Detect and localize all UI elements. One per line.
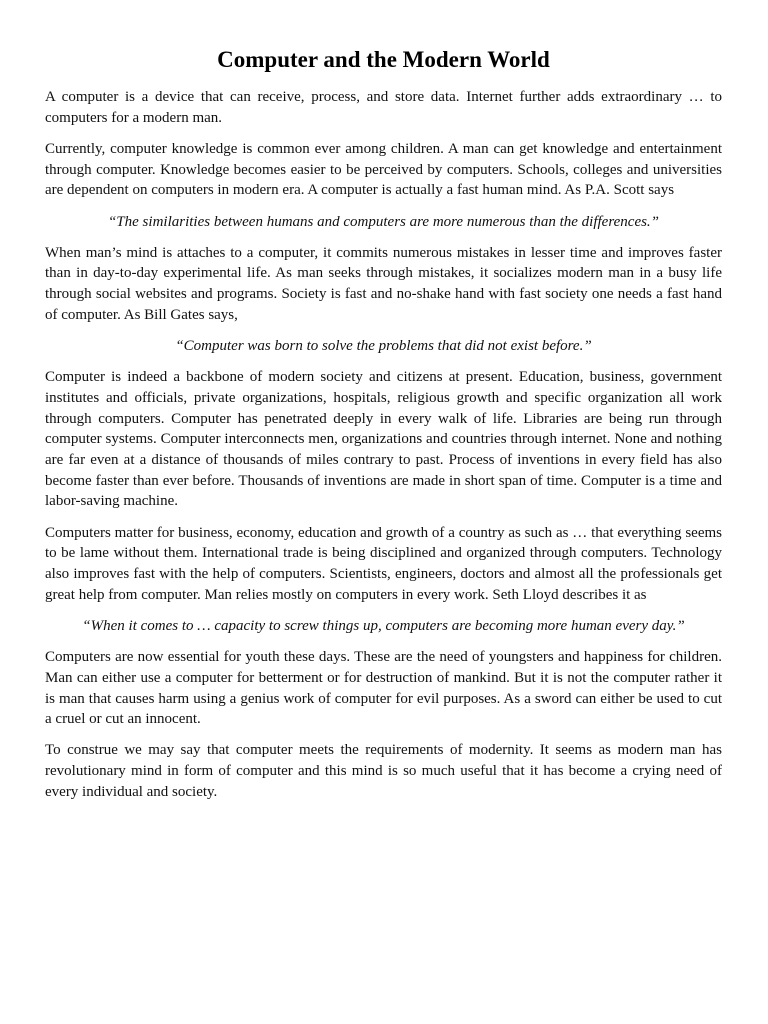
document-title: Computer and the Modern World xyxy=(217,47,550,72)
paragraph-business: Computers matter for business, economy, education and growth of a country as such as … that everything seems to be lame without them. International trade is being disciplined and organized through computers. Technology also improves fast with the help of computers. Scientists, engineers, doctors and almost all the professionals get great help from computer. Man relies mostly on computers in every work. Seth Lloyd describes it as xyxy=(45,524,722,603)
quote-scott: “The similarities between humans and computers are more numerous than the differences.” xyxy=(107,213,660,230)
paragraph-backbone: Computer is indeed a backbone of modern society and citizens at present. Education, business, government institutes and officials, private organizations, hospitals, religious growth and specific organization all work through computers. Computer has penetrated deeply in every walk of life. Libraries are being run through computer systems. Computer interconnects men, organizations and countries through internet. None and nothing are far even at a distance of thousands of miles contrary to past. Process of inventions in every field has also become faster than ever before. Thousands of inventions are made in short span of time. Computer is a time and labor-saving machine. xyxy=(45,369,722,510)
paragraph-mind: When man’s mind is attaches to a computer, it commits numerous mistakes in lesser time and improves faster than in day-to-day experimental life. As man seeks through mistakes, it socializes modern man in a busy life through social websites and programs. Society is fast and no-shake hand with fast society one needs a fast hand of computer. As Bill Gates says, xyxy=(45,244,722,323)
quote-lloyd: “When it comes to … capacity to screw things up, computers are becoming more human every day.” xyxy=(82,617,685,634)
paragraph-conclusion: To construe we may say that computer meets the requirements of modernity. It seems as modern man has revolutionary mind in form of computer and this mind is so much useful that it has become a crying need of every individual and society. xyxy=(45,742,722,800)
paragraph-intro: A computer is a device that can receive, process, and store data. Internet further adds extraordinary … to computers for a modern man. xyxy=(45,89,722,126)
paragraph-youth: Computers are now essential for youth these days. These are the need of youngsters and happiness for children. Man can either use a computer for betterment or for destruction of mankind. But it is not the computer rather it is man that causes harm using a genius work of computer for evil purposes. As a sword can either be used to cut a cruel or cut an innocent. xyxy=(45,649,722,728)
paragraph-knowledge: Currently, computer knowledge is common ever among children. A man can get knowledge and entertainment through computer. Knowledge becomes easier to be perceived by computers. Schools, colleges and universities are dependent on computers in modern era. A computer is actually a fast human mind. As P.A. Scott says xyxy=(45,140,722,199)
quote-gates: “Computer was born to solve the problems that did not exist before.” xyxy=(175,338,592,355)
document-page xyxy=(45,44,722,813)
